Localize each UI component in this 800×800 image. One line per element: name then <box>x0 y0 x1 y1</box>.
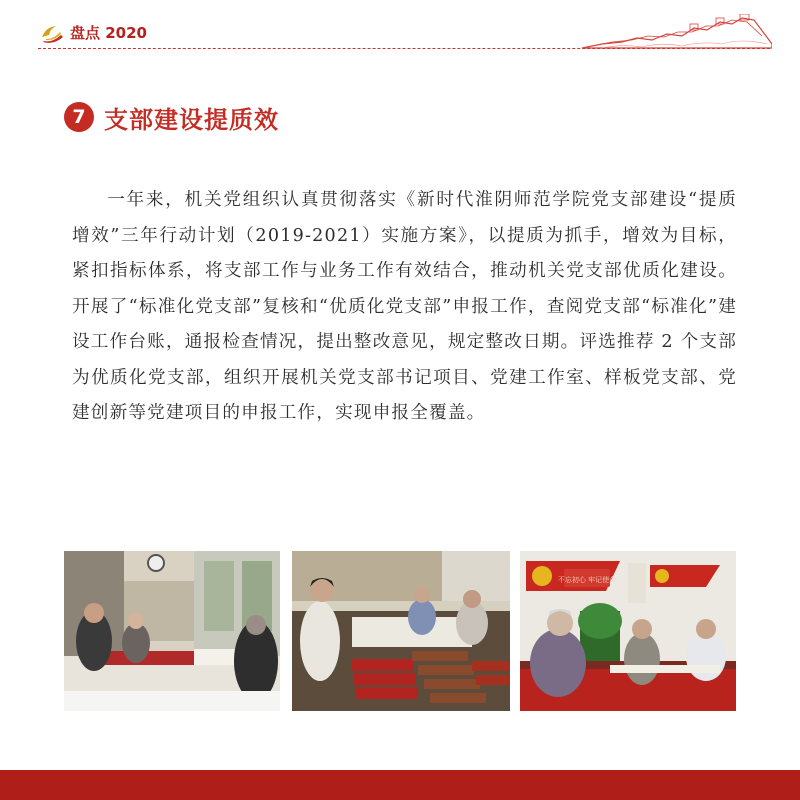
section-heading <box>64 100 279 134</box>
photo-meeting-room <box>64 551 280 711</box>
header-divider <box>38 48 770 49</box>
party-banner-text: 不忘初心 牢记使命 <box>557 576 617 584</box>
header-title: 盘点 2020 <box>70 24 147 42</box>
photo-party-room-review <box>520 551 736 711</box>
body-paragraph: 一年来，机关党组织认真贯彻落实《新时代淮阴师范学院党支部建设“提质增效”三年行动计划（2019-2021）实施方案》，以提质为抓手，增效为目标，紧扣指标体系，将支部工作与业务工作有效结合，推动机关党支部优质化建设。开展了“标准化党支部”复核和“优质化党支部”申报工作，查阅党支部“标准化”建设工作台账，通报检查情况，提出整改意见，规定整改日期。评选推荐 2 个支部为优质化党支部，组织开展机关党支部书记项目、党建工作室、样板党支部、党建创新等党建项目的申报工作，实现申报全覆盖。 <box>72 190 737 423</box>
party-emblem-icon <box>40 23 64 43</box>
great-wall-icon <box>582 14 772 50</box>
footer-band <box>0 770 800 800</box>
section-number: 7 <box>64 102 94 132</box>
section-title: 支部建设提质效 <box>104 105 279 134</box>
page-header <box>0 0 800 52</box>
photo-reviewing-binders <box>292 551 510 711</box>
